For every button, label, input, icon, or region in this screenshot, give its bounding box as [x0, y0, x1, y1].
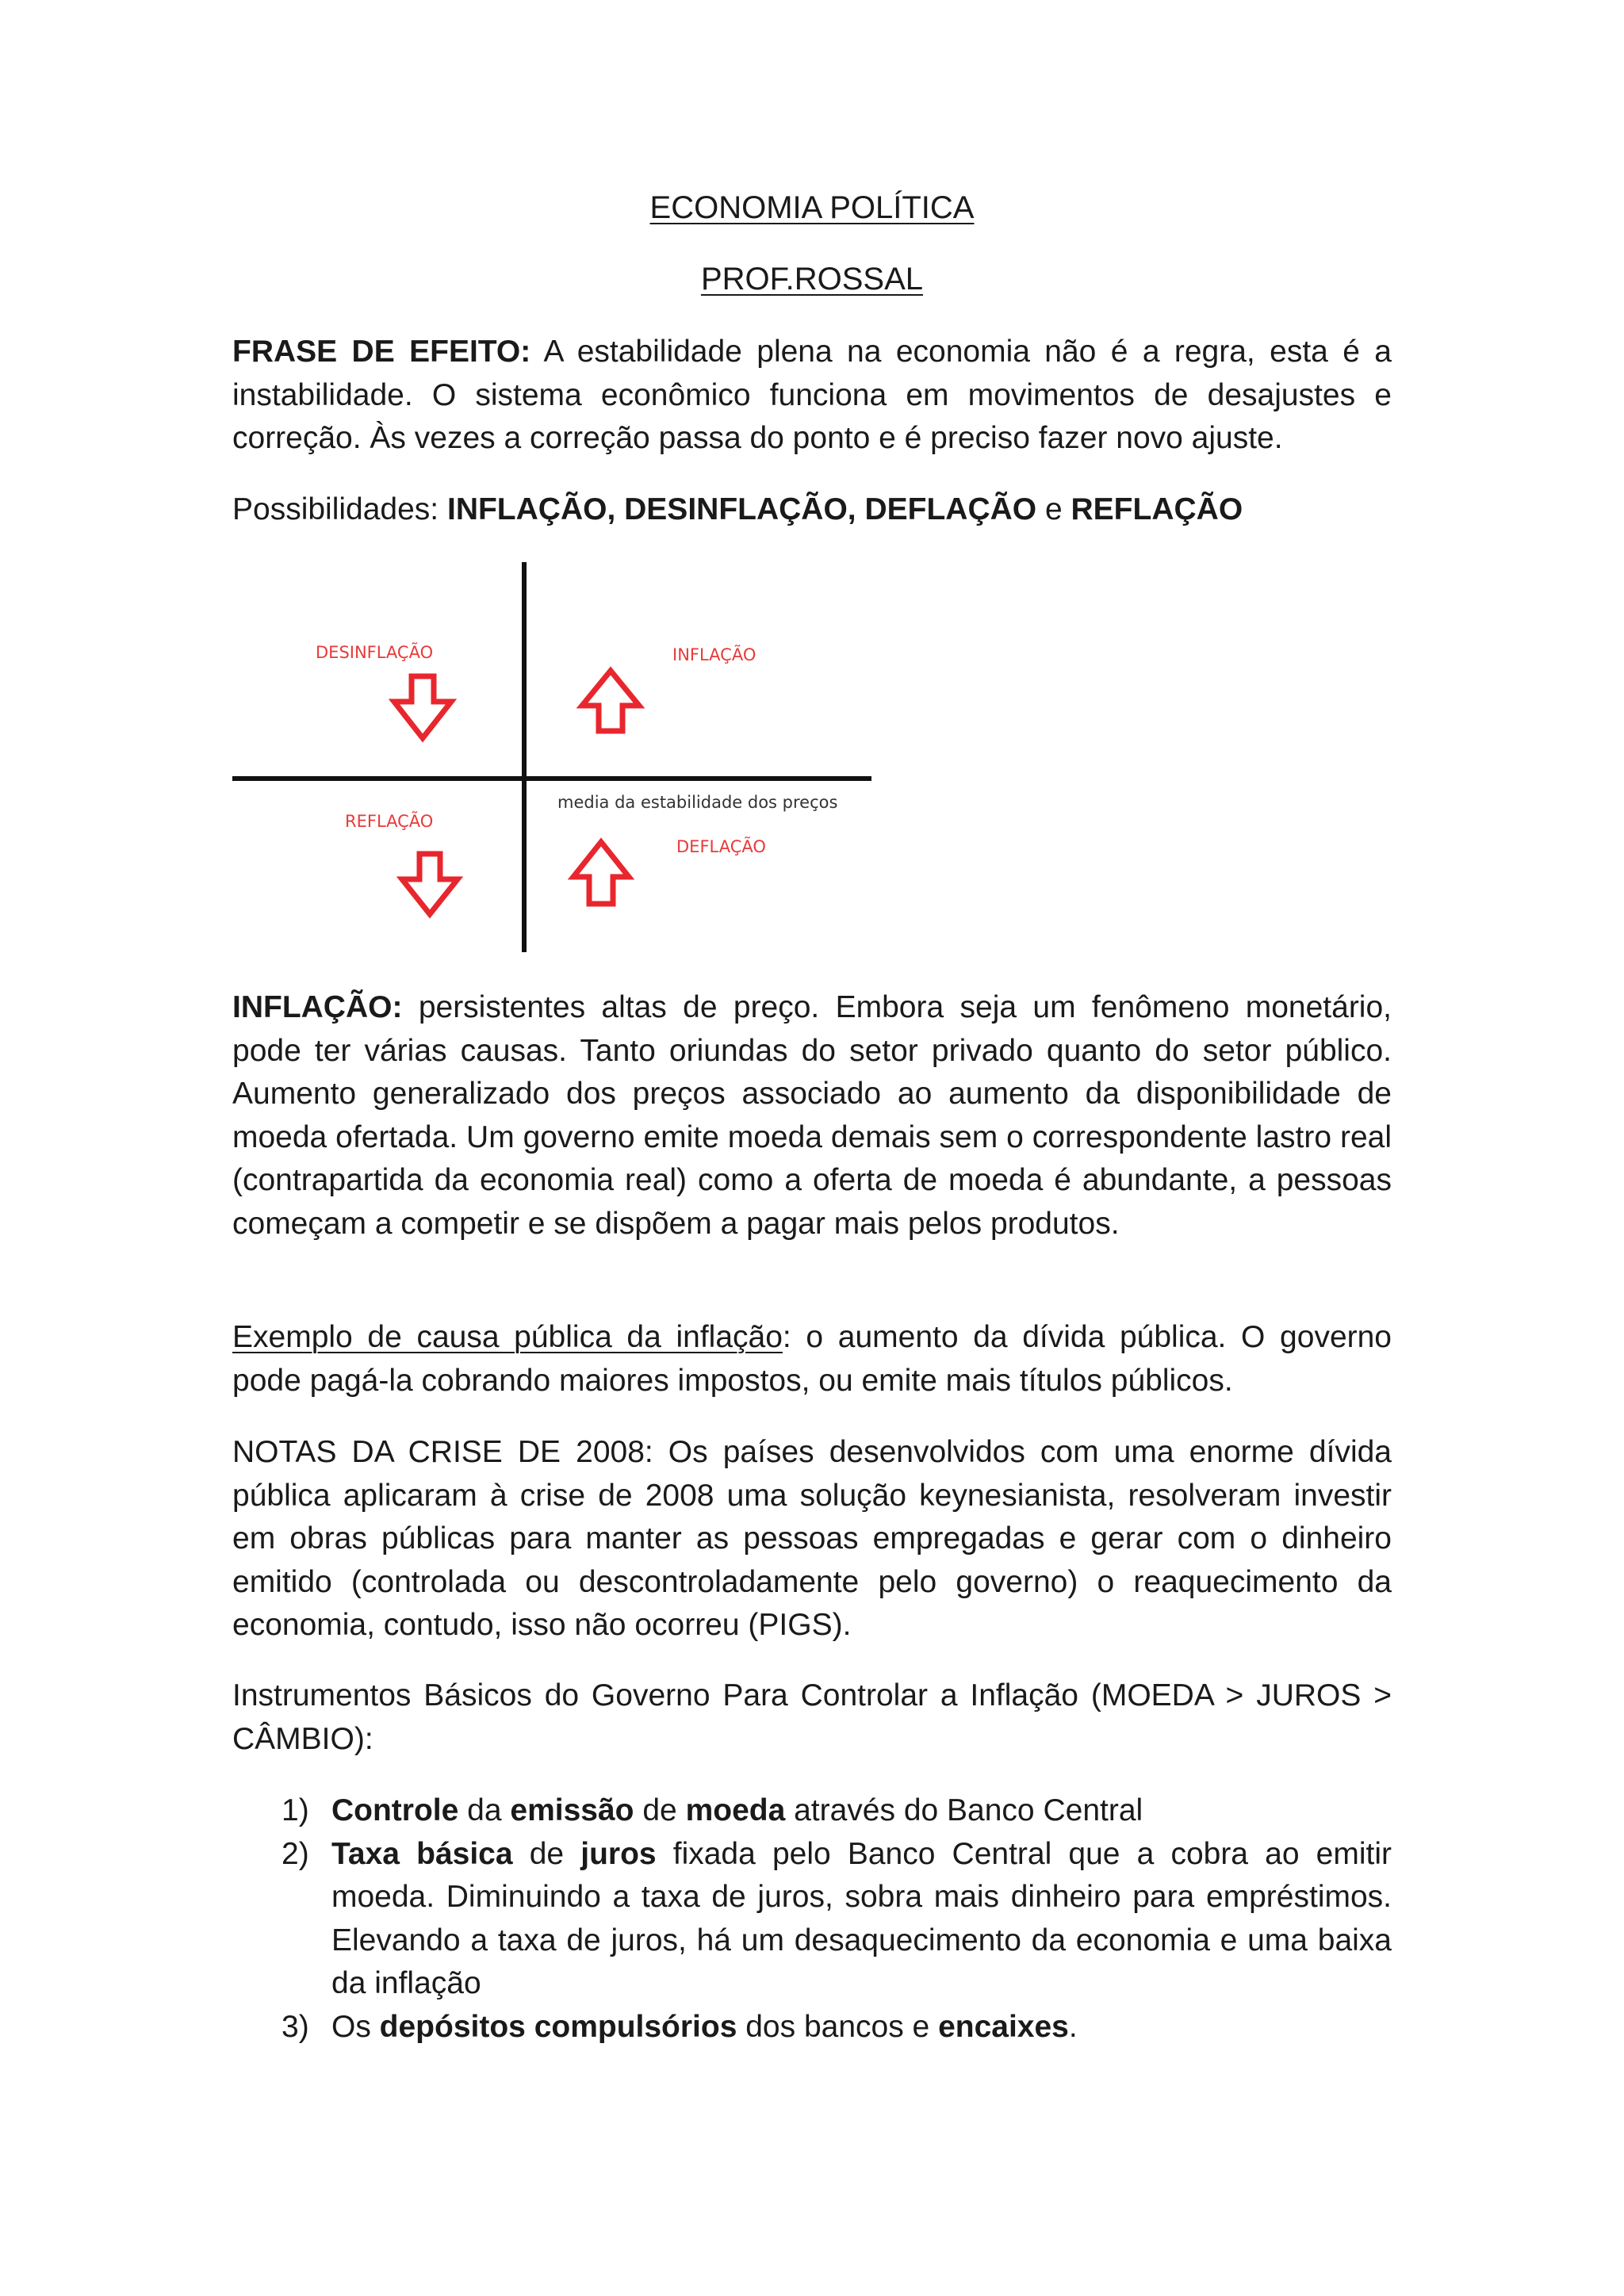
list-item: [232, 1833, 1392, 2006]
list-text: de: [512, 1836, 581, 1871]
possibilities-line: [232, 488, 1392, 532]
possibilities-list: INFLAÇÃO, DESINFLAÇÃO, DEFLAÇÃO: [446, 492, 1037, 526]
list-emphasis: depósitos compulsórios: [379, 2009, 737, 2044]
inflacao-text: persistentes altas de preço. Embora seja um fenômeno monetário, pode ter várias causas. Tanto oriundas do setor privado quanto do setor público. Aumento generalizado dos preços associado ao aumento da disponibilidade de moeda ofertada. Um governo emite moeda demais sem o correspondente lastro real (contrapartida da economia real) como a oferta de moeda é abundante, a pessoas começam a competir e se dispõem a pagar mais pelos produtos.: [232, 990, 1392, 1241]
notas-paragraph: NOTAS DA CRISE DE 2008: Os países desenvolvidos com uma enorme dívida pública aplicaram à crise de 2008 uma solução keynesianista, resolveram investir em obras públicas para manter as pessoas empregadas e gerar com o dinheiro emitido (controlada ou descontroladamente pelo governo) o reaquecimento da economia, contudo, isso não ocorreu (PIGS).: [232, 1435, 1392, 1642]
label-reflacao: REFLAÇÃO: [345, 812, 434, 831]
list-number: 2): [282, 1836, 309, 1871]
arrow-up-icon: [582, 671, 639, 731]
possibilities-label: Possibilidades:: [232, 492, 447, 526]
exemplo-label: Exemplo de causa pública da inflação: [232, 1320, 783, 1354]
list-emphasis: Controle: [331, 1793, 459, 1827]
exemplo-text: : o aumento da dívida pública. O governo pode pagá-la cobrando maiores impostos, ou emite mais títulos públicos.: [232, 1320, 1392, 1398]
list-text: .: [1068, 2009, 1078, 2044]
list-emphasis: emissão: [510, 1793, 634, 1827]
label-inflacao: INFLAÇÃO: [672, 645, 756, 664]
instrumentos-paragraph: Instrumentos Básicos do Governo Para Controlar a Inflação (MOEDA > JUROS > CÂMBIO):: [232, 1678, 1392, 1756]
page-subtitle: PROF.ROSSAL: [700, 262, 924, 297]
possibilities-last: REFLAÇÃO: [1071, 492, 1243, 526]
label-desinflacao: DESINFLAÇÃO: [316, 643, 434, 662]
list-emphasis: Taxa básica: [331, 1836, 513, 1871]
list-text: dos bancos e: [737, 2009, 939, 2044]
inflacao-paragraph: [232, 986, 1392, 1246]
page-title: ECONOMIA POLÍTICA: [649, 190, 975, 225]
inflacao-label: INFLAÇÃO:: [232, 990, 403, 1024]
label-deflacao: DEFLAÇÃO: [676, 837, 766, 856]
intro-label: FRASE DE EFEITO:: [232, 335, 531, 369]
arrow-down-icon: [394, 676, 451, 738]
list-number: 1): [282, 1793, 309, 1827]
possibilities-conj: e: [1036, 492, 1071, 526]
list-emphasis: juros: [580, 1836, 657, 1871]
list-text: Os: [331, 2009, 380, 2044]
list-emphasis: encaixes: [938, 2009, 1069, 2044]
list-text: através do Banco Central: [785, 1793, 1143, 1827]
exemplo-paragraph: [232, 1316, 1392, 1402]
list-text: fixada pelo Banco Central que a cobra ao emitir moeda. Diminuindo a taxa de juros, sobra mais dinheiro para empréstimos. Elevando a taxa de juros, há um desaquecimento da economia e uma baixa da inflação: [331, 1836, 1392, 2000]
quadrant-diagram: [232, 559, 883, 955]
intro-paragraph: [232, 331, 1392, 461]
price-stability-diagram: [232, 559, 883, 955]
list-text: da: [458, 1793, 511, 1827]
arrow-up-icon: [573, 842, 629, 904]
instrumentos-list: [232, 1789, 1392, 2049]
axis-caption: media da estabilidade dos preços: [557, 793, 838, 812]
list-item: [232, 1789, 1392, 1833]
arrow-down-icon: [402, 854, 458, 914]
list-emphasis: moeda: [685, 1793, 786, 1827]
list-number: 3): [282, 2009, 309, 2044]
list-item: [232, 2006, 1392, 2049]
intro-text: A estabilidade plena na economia não é a regra, esta é a instabilidade. O sistema econômico funciona em movimentos de desajustes e correção. Às vezes a correção passa do ponto e é preciso fazer novo ajuste.: [232, 335, 1392, 455]
list-text: de: [634, 1793, 686, 1827]
